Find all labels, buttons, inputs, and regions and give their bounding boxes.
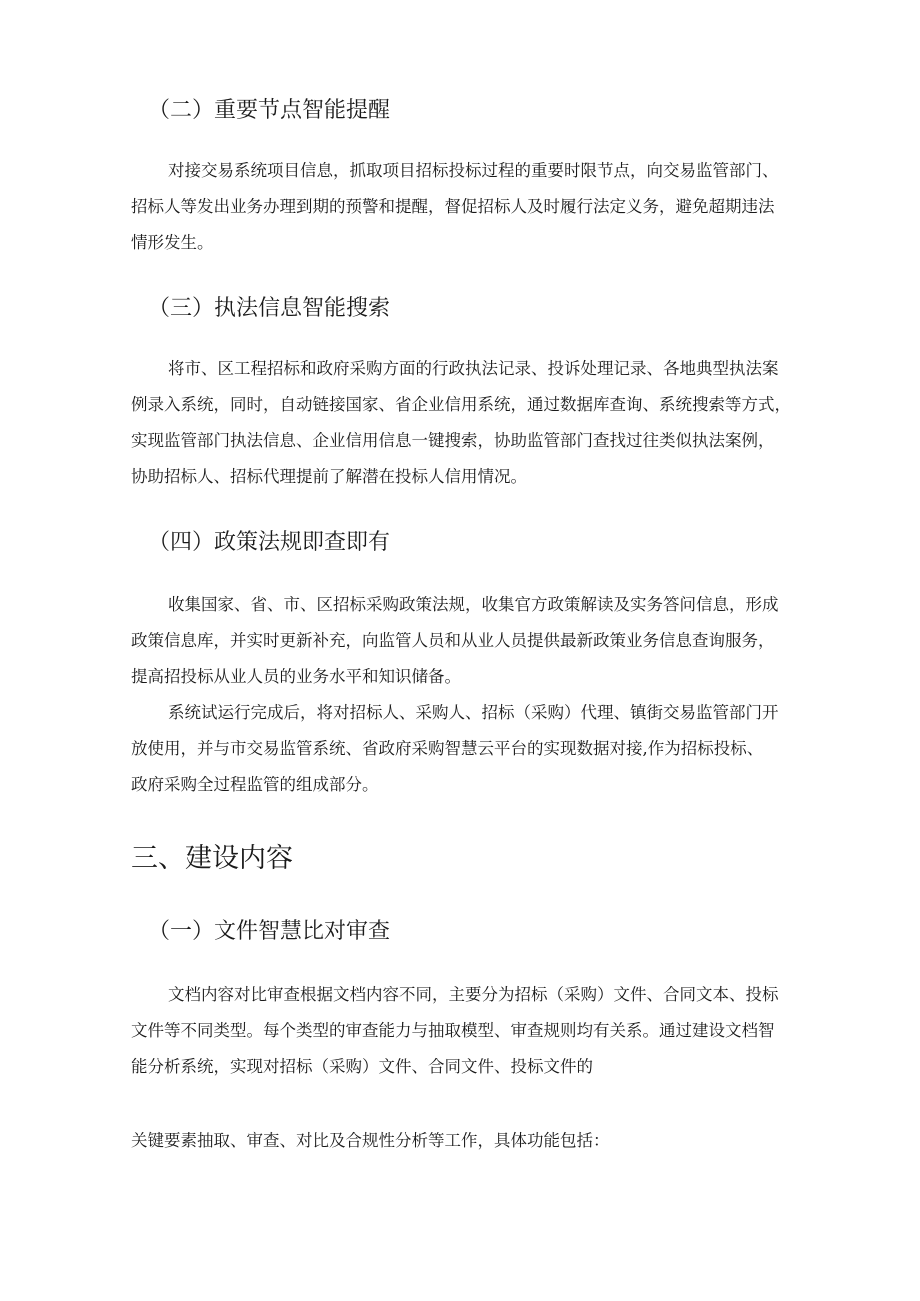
paragraph-line: 政策信息库，并实时更新补充，向监管人员和从业人员提供最新政策业务信息查询服务， [131, 631, 775, 650]
paragraph-document-comparison [131, 977, 811, 1085]
section-heading-policy-lookup: （四）政策法规即查即有 [148, 530, 391, 555]
paragraph-line: 能分析系统，实现对招标（采购）文件、合同文件、投标文件的 [131, 1057, 593, 1076]
section-heading-enforcement-search: （三）执法信息智能搜索 [148, 296, 391, 321]
paragraph-line: 招标人等发出业务办理到期的预警和提醒，督促招标人及时履行法定义务，避免超期违法 [131, 197, 775, 216]
section-heading-document-comparison: （一）文件智慧比对审查 [148, 919, 391, 944]
paragraph-line: 关键要素抽取、审查、对比及合规性分析等工作，具体功能包括： [131, 1131, 610, 1150]
paragraph-line: 文件等不同类型。每个类型的审查能力与抽取模型、审查规则均有关系。通过建设文档智 [131, 1021, 775, 1040]
paragraph-line: 提高招投标从业人员的业务水平和知识储备。 [131, 667, 461, 686]
paragraph-line: 情形发生。 [131, 233, 214, 252]
paragraph-line: 政府采购全过程监管的组成部分。 [131, 775, 379, 794]
paragraph-policy-library [131, 587, 811, 695]
section-heading-important-node-reminder: （二）重要节点智能提醒 [148, 98, 391, 123]
paragraph-line: 对接交易系统项目信息，抓取项目招标投标过程的重要时限节点，向交易监管部门、 [168, 161, 779, 180]
paragraph-node-reminder [131, 153, 811, 261]
paragraph-line: 文档内容对比审查根据文档内容不同，主要分为招标（采购）文件、合同文本、投标 [168, 985, 779, 1004]
paragraph-trial-operation [131, 695, 811, 803]
paragraph-line: 系统试运行完成后，将对招标人、采购人、招标（采购）代理、镇街交易监管部门开 [168, 703, 779, 722]
paragraph-line: 放使用，并与市交易监管系统、省政府采购智慧云平台的实现数据对接,作为招标投标、 [131, 739, 764, 758]
paragraph-line: 收集国家、省、市、区招标采购政策法规，收集官方政策解读及实务答问信息，形成 [168, 595, 779, 614]
paragraph-line: 将市、区工程招标和政府采购方面的行政执法记录、投诉处理记录、各地典型执法案 [168, 359, 779, 378]
paragraph-line: 例录入系统，同时，自动链接国家、省企业信用系统，通过数据库查询、系统搜索等方式， [131, 395, 791, 414]
paragraph-trailing [131, 1123, 811, 1159]
paragraph-line: 协助招标人、招标代理提前了解潜在投标人信用情况。 [131, 467, 527, 486]
paragraph-line: 实现监管部门执法信息、企业信用信息一键搜索，协助监管部门查找过往类似执法案例， [131, 431, 775, 450]
chapter-heading-construction-content: 三、建设内容 [131, 843, 293, 874]
paragraph-enforcement-search [131, 351, 811, 495]
